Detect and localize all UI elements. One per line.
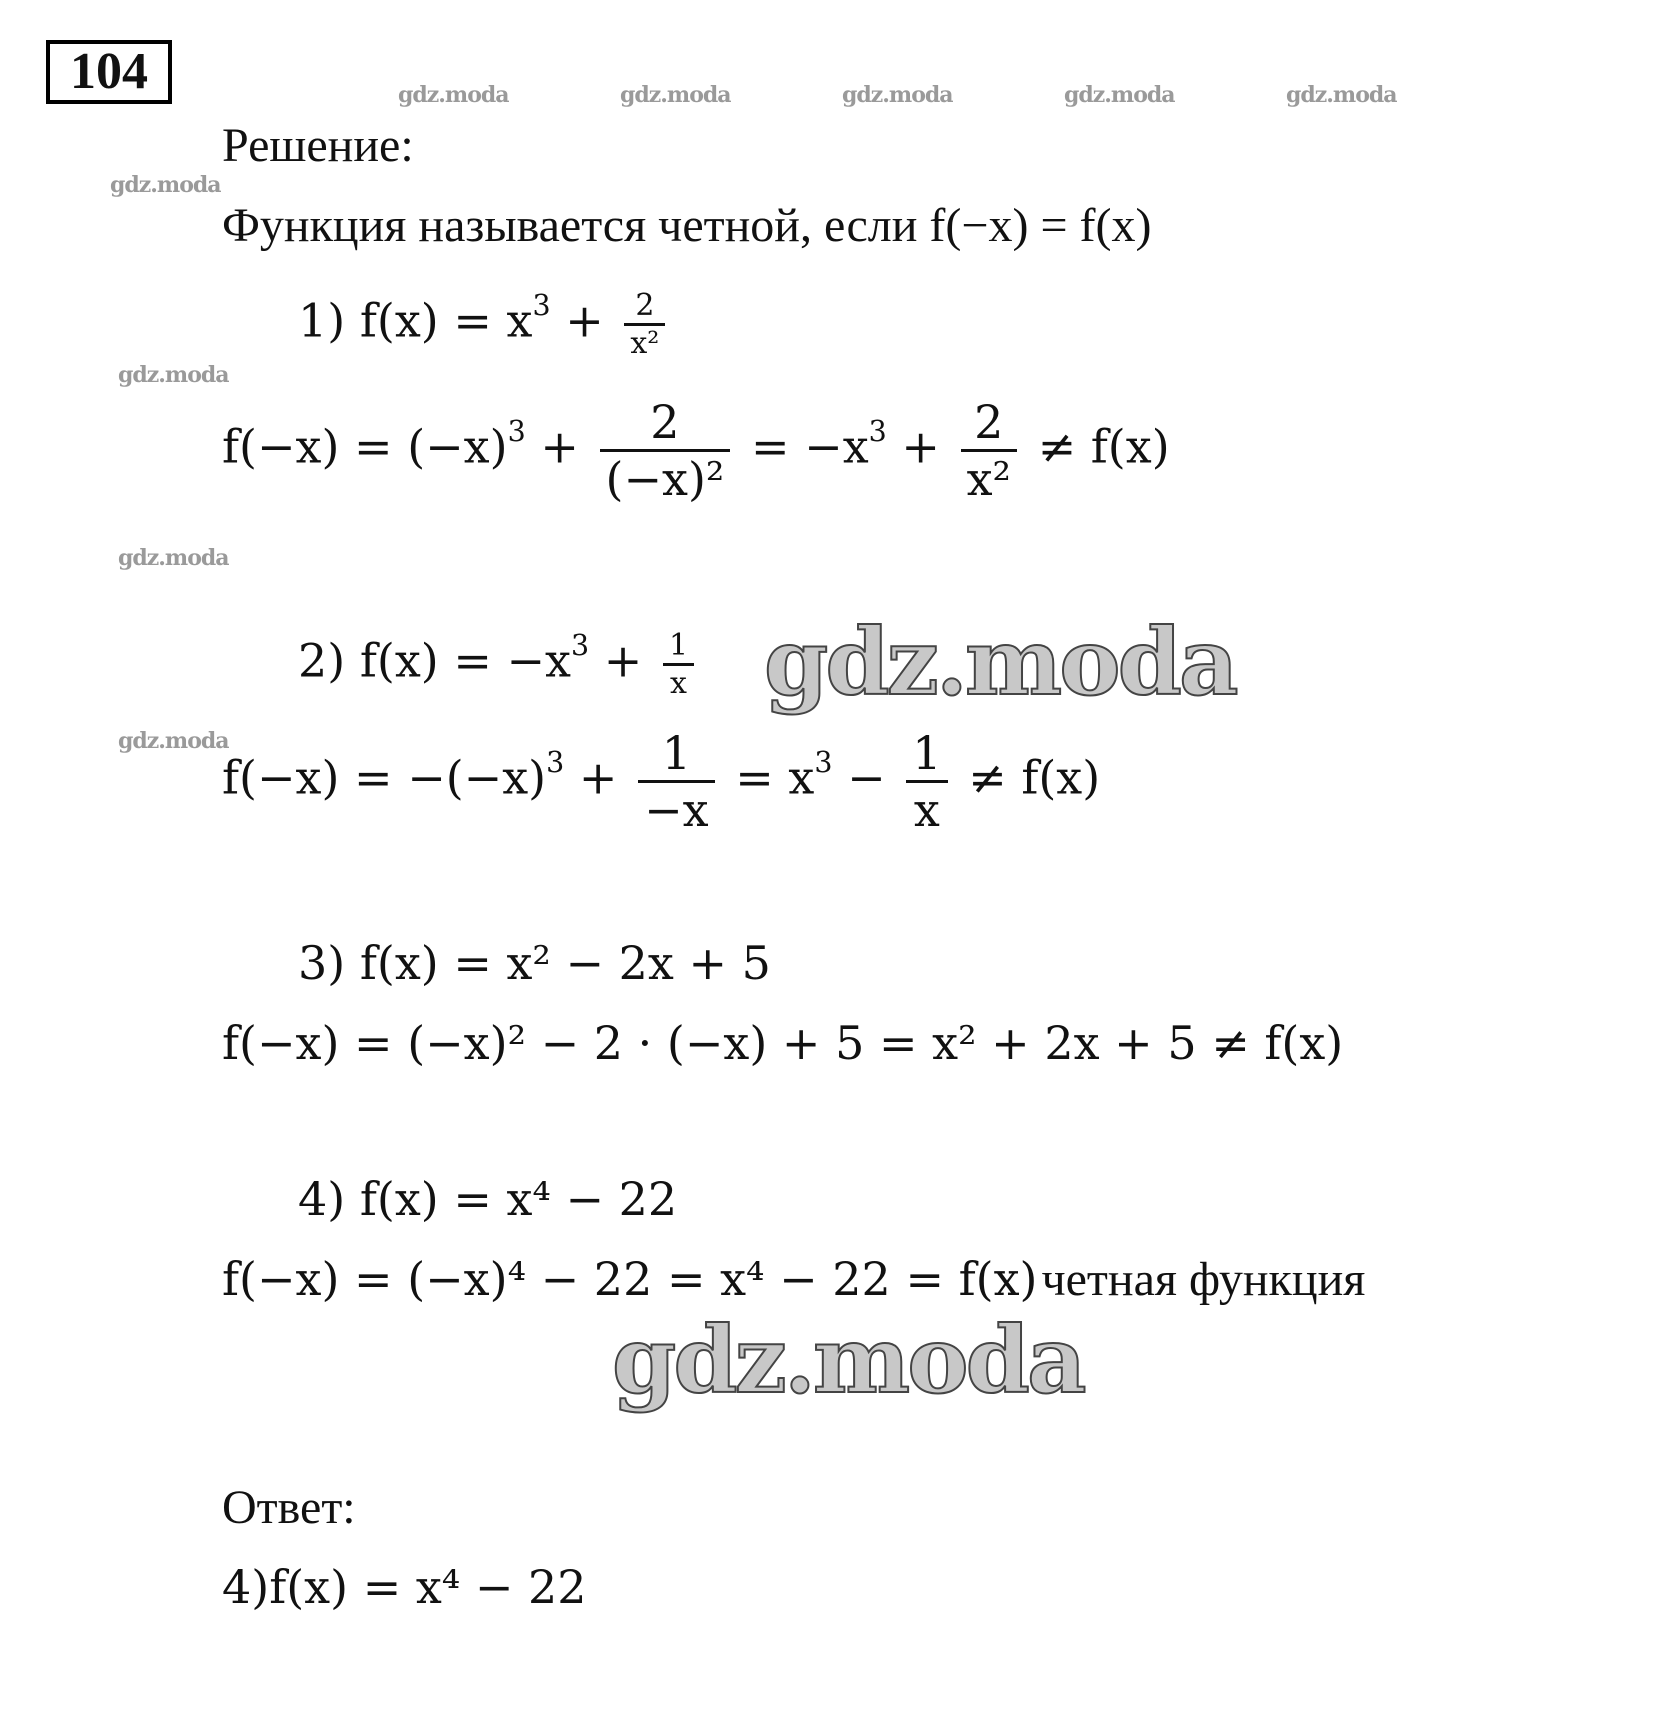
item4-conclusion: четная функция [1041, 1253, 1366, 1306]
fraction-denominator: −x [638, 780, 715, 837]
fraction-denominator: x [663, 663, 694, 701]
item1-check-exp: 3 [507, 415, 526, 449]
item2-label: 2) [298, 633, 346, 688]
item2-check-part: − [847, 750, 886, 805]
watermark-large: gdz.moda [612, 1306, 1084, 1414]
item4-label: 4) [298, 1172, 346, 1226]
item1-given-plus: + [565, 293, 604, 348]
fraction-numerator: 1 [912, 726, 942, 780]
item2-check-fraction [638, 726, 715, 837]
item1-check-exp: 3 [868, 415, 887, 449]
item2-check-part: = x [735, 750, 815, 805]
fraction-denominator: x [906, 780, 947, 837]
item1-check-part: ≠ f(x) [1037, 419, 1170, 474]
item1-given-lhs: f(x) = x [359, 293, 533, 348]
item1-label: 1) [298, 293, 346, 348]
item3-given-expr: f(x) = x² − 2x + 5 [359, 936, 771, 990]
item1-given [298, 288, 671, 361]
fraction-denominator: x² [961, 449, 1017, 506]
watermark: gdz.moda [1286, 82, 1397, 108]
watermark: gdz.moda [620, 82, 731, 108]
item1-given-fraction [624, 288, 665, 361]
watermark: gdz.moda [1064, 82, 1175, 108]
item2-check-part: + [578, 750, 618, 805]
fraction-denominator: (−x)² [600, 449, 731, 506]
watermark: gdz.moda [842, 82, 953, 108]
item2-given-exp: 3 [570, 629, 590, 663]
answer-label: Ответ: [222, 1481, 356, 1534]
fraction-numerator: 2 [650, 395, 680, 449]
watermark: gdz.moda [118, 728, 229, 754]
watermark: gdz.moda [118, 545, 229, 571]
item2-check [222, 726, 1100, 837]
watermark: gdz.moda [398, 82, 509, 108]
item4-check [222, 1252, 1365, 1307]
item2-check-exp: 3 [814, 746, 833, 780]
watermark: gdz.moda [110, 172, 221, 198]
item1-check-fraction [600, 395, 731, 506]
item4-check-expr: f(−x) = (−x)⁴ − 22 = x⁴ − 22 = f(x) [222, 1252, 1038, 1306]
answer: 4)f(x) = x⁴ − 22 [222, 1560, 587, 1614]
item4-given [298, 1172, 677, 1226]
item3-check: f(−x) = (−x)² − 2 · (−x) + 5 = x² + 2x + 5 ≠ f(x) [222, 1016, 1344, 1070]
problem-number-box: 104 [46, 40, 172, 104]
fraction-numerator: 2 [974, 395, 1004, 449]
item1-given-exp: 3 [532, 289, 551, 323]
item4-given-expr: f(x) = x⁴ − 22 [359, 1172, 678, 1226]
fraction-numerator: 2 [635, 288, 655, 323]
item2-given-plus: + [603, 633, 643, 688]
fraction-denominator: x² [624, 323, 665, 361]
watermark-large: gdz.moda [764, 608, 1236, 716]
definition: Функция называется четной, если f(−x) = f(x) [222, 199, 1152, 252]
fraction-numerator: 1 [661, 726, 691, 780]
item1-check [222, 395, 1170, 506]
item2-given-lhs: f(x) = −x [359, 633, 571, 688]
solution-label: Решение: [222, 119, 414, 172]
item3-label: 3) [298, 936, 346, 990]
watermark: gdz.moda [118, 362, 229, 388]
item1-check-part: f(−x) = (−x) [222, 419, 508, 474]
item2-check-part: ≠ f(x) [968, 750, 1101, 805]
item1-check-fraction [961, 395, 1017, 506]
item2-given-fraction [663, 628, 694, 701]
item2-check-exp: 3 [546, 746, 565, 780]
item1-check-part: = −x [750, 419, 869, 474]
item2-check-fraction [906, 726, 947, 837]
item2-check-part: f(−x) = −(−x) [222, 750, 547, 805]
item1-check-part: + [540, 419, 579, 474]
item1-check-part: + [901, 419, 940, 474]
fraction-numerator: 1 [668, 628, 689, 663]
item3-given [298, 936, 771, 990]
item2-given [298, 628, 700, 701]
